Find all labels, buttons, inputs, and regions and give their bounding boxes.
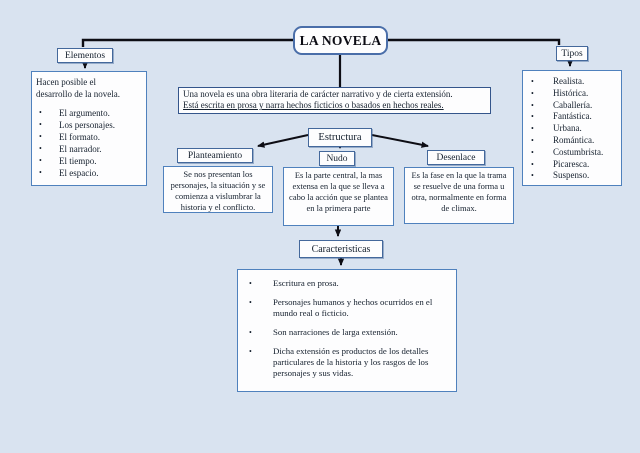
bullet-icon: • [249,279,252,288]
list-item-label: Fantástica. [553,111,592,122]
desenlace-label: Desenlace [427,150,485,165]
list-item [528,76,619,88]
list-item [36,155,143,167]
bullet-icon: • [531,124,534,134]
arrow-estructura-to-planteamiento [258,135,308,146]
list-item-label: Romántica. [553,134,595,145]
elementos-list-box [31,71,147,186]
bullet-icon: • [531,77,534,86]
list-item-label: Histórica. [553,87,589,98]
bullet-icon: • [531,112,534,122]
connector-title-to-tipos [387,40,559,45]
list-item [528,123,619,135]
list-item-label: Personajes humanos y hechos ocurridos en el mundo real o ficticio. [273,297,433,318]
list-item-label: El formato. [59,132,100,142]
tipos-label: Tipos [556,46,588,61]
connector-title-to-elementos [83,40,294,47]
list-item [246,297,448,319]
list-item-label: Son narraciones de larga extensión. [273,327,398,337]
list-item [36,143,143,155]
definition-box [178,87,491,114]
list-item [246,327,448,338]
bullet-icon: • [39,108,42,117]
bullet-icon: • [249,298,252,307]
list-item [36,107,143,119]
bullet-icon: • [531,100,534,110]
list-item [246,278,448,289]
list-item [528,88,619,100]
list-item-label: Suspenso. [553,170,590,181]
list-item [528,100,619,112]
list-item-label: Costumbrista. [553,146,604,157]
elementos-intro-line2: desarrollo de la novela. [36,89,120,99]
list-item-label: Urbana. [553,123,582,134]
list-item [36,131,143,143]
nudo-label: Nudo [319,151,355,166]
list-item-label: Dicha extensión es productos de los detalles particulares de la historia y los rasgos de los personajes y sus vidas. [273,346,429,378]
elementos-intro-line1: Hacen posible el [36,77,96,87]
list-item-label: Picaresca. [553,158,590,169]
list-item-label: El tiempo. [59,156,97,166]
planteamiento-description: Se nos presentan los personajes, la situación y se comienza a vislumbrar la historia y el conflicto. [163,166,273,213]
list-item-label: Los personajes. [59,120,115,130]
list-item-label: Caballería. [553,99,593,110]
list-item [36,119,143,131]
bullet-icon: • [39,144,42,153]
arrow-estructura-to-desenlace [372,135,428,146]
list-item [528,147,619,159]
bullet-icon: • [39,132,42,141]
list-item [528,159,619,171]
list-item-label: El argumento. [59,108,110,118]
bullet-icon: • [531,147,534,157]
nudo-description: Es la parte central, la mas extensa en la que se lleva a cabo la acción que se plantea en la primera parte [283,167,394,226]
list-item [528,111,619,123]
caracteristicas-label: Caracteristicas [299,240,383,258]
desenlace-description: Es la fase en la que la trama se resuelve de una forma u otra, normalmente en forma de climax. [404,167,514,224]
caracteristicas-list-box [237,269,457,392]
elementos-label: Elementos [57,48,113,63]
bullet-icon: • [39,168,42,177]
bullet-icon: • [39,156,42,165]
definition-line2: Está escrita en prosa y narra hechos ficticios o basados en hechos reales. [183,100,444,110]
estructura-label: Estructura [308,128,372,147]
list-item-label: Realista. [553,76,585,86]
bullet-icon: • [531,135,534,145]
bullet-icon: • [249,347,252,356]
list-item-label: Escritura en prosa. [273,278,339,288]
bullet-icon: • [249,328,252,337]
bullet-icon: • [531,88,534,98]
bullet-icon: • [531,171,534,181]
list-item [246,346,448,379]
definition-line1: Una novela es una obra literaria de carácter narrativo y de cierta extensión. [183,89,453,99]
planteamiento-label: Planteamiento [177,148,253,163]
list-item [528,170,619,182]
list-item [528,135,619,147]
title-la-novela: LA NOVELA [293,26,388,55]
list-item-label: El espacio. [59,168,99,178]
bullet-icon: • [531,159,534,169]
bullet-icon: • [39,120,42,129]
tipos-list-box [522,70,622,186]
list-item-label: El narrador. [59,144,102,154]
list-item [36,167,143,179]
